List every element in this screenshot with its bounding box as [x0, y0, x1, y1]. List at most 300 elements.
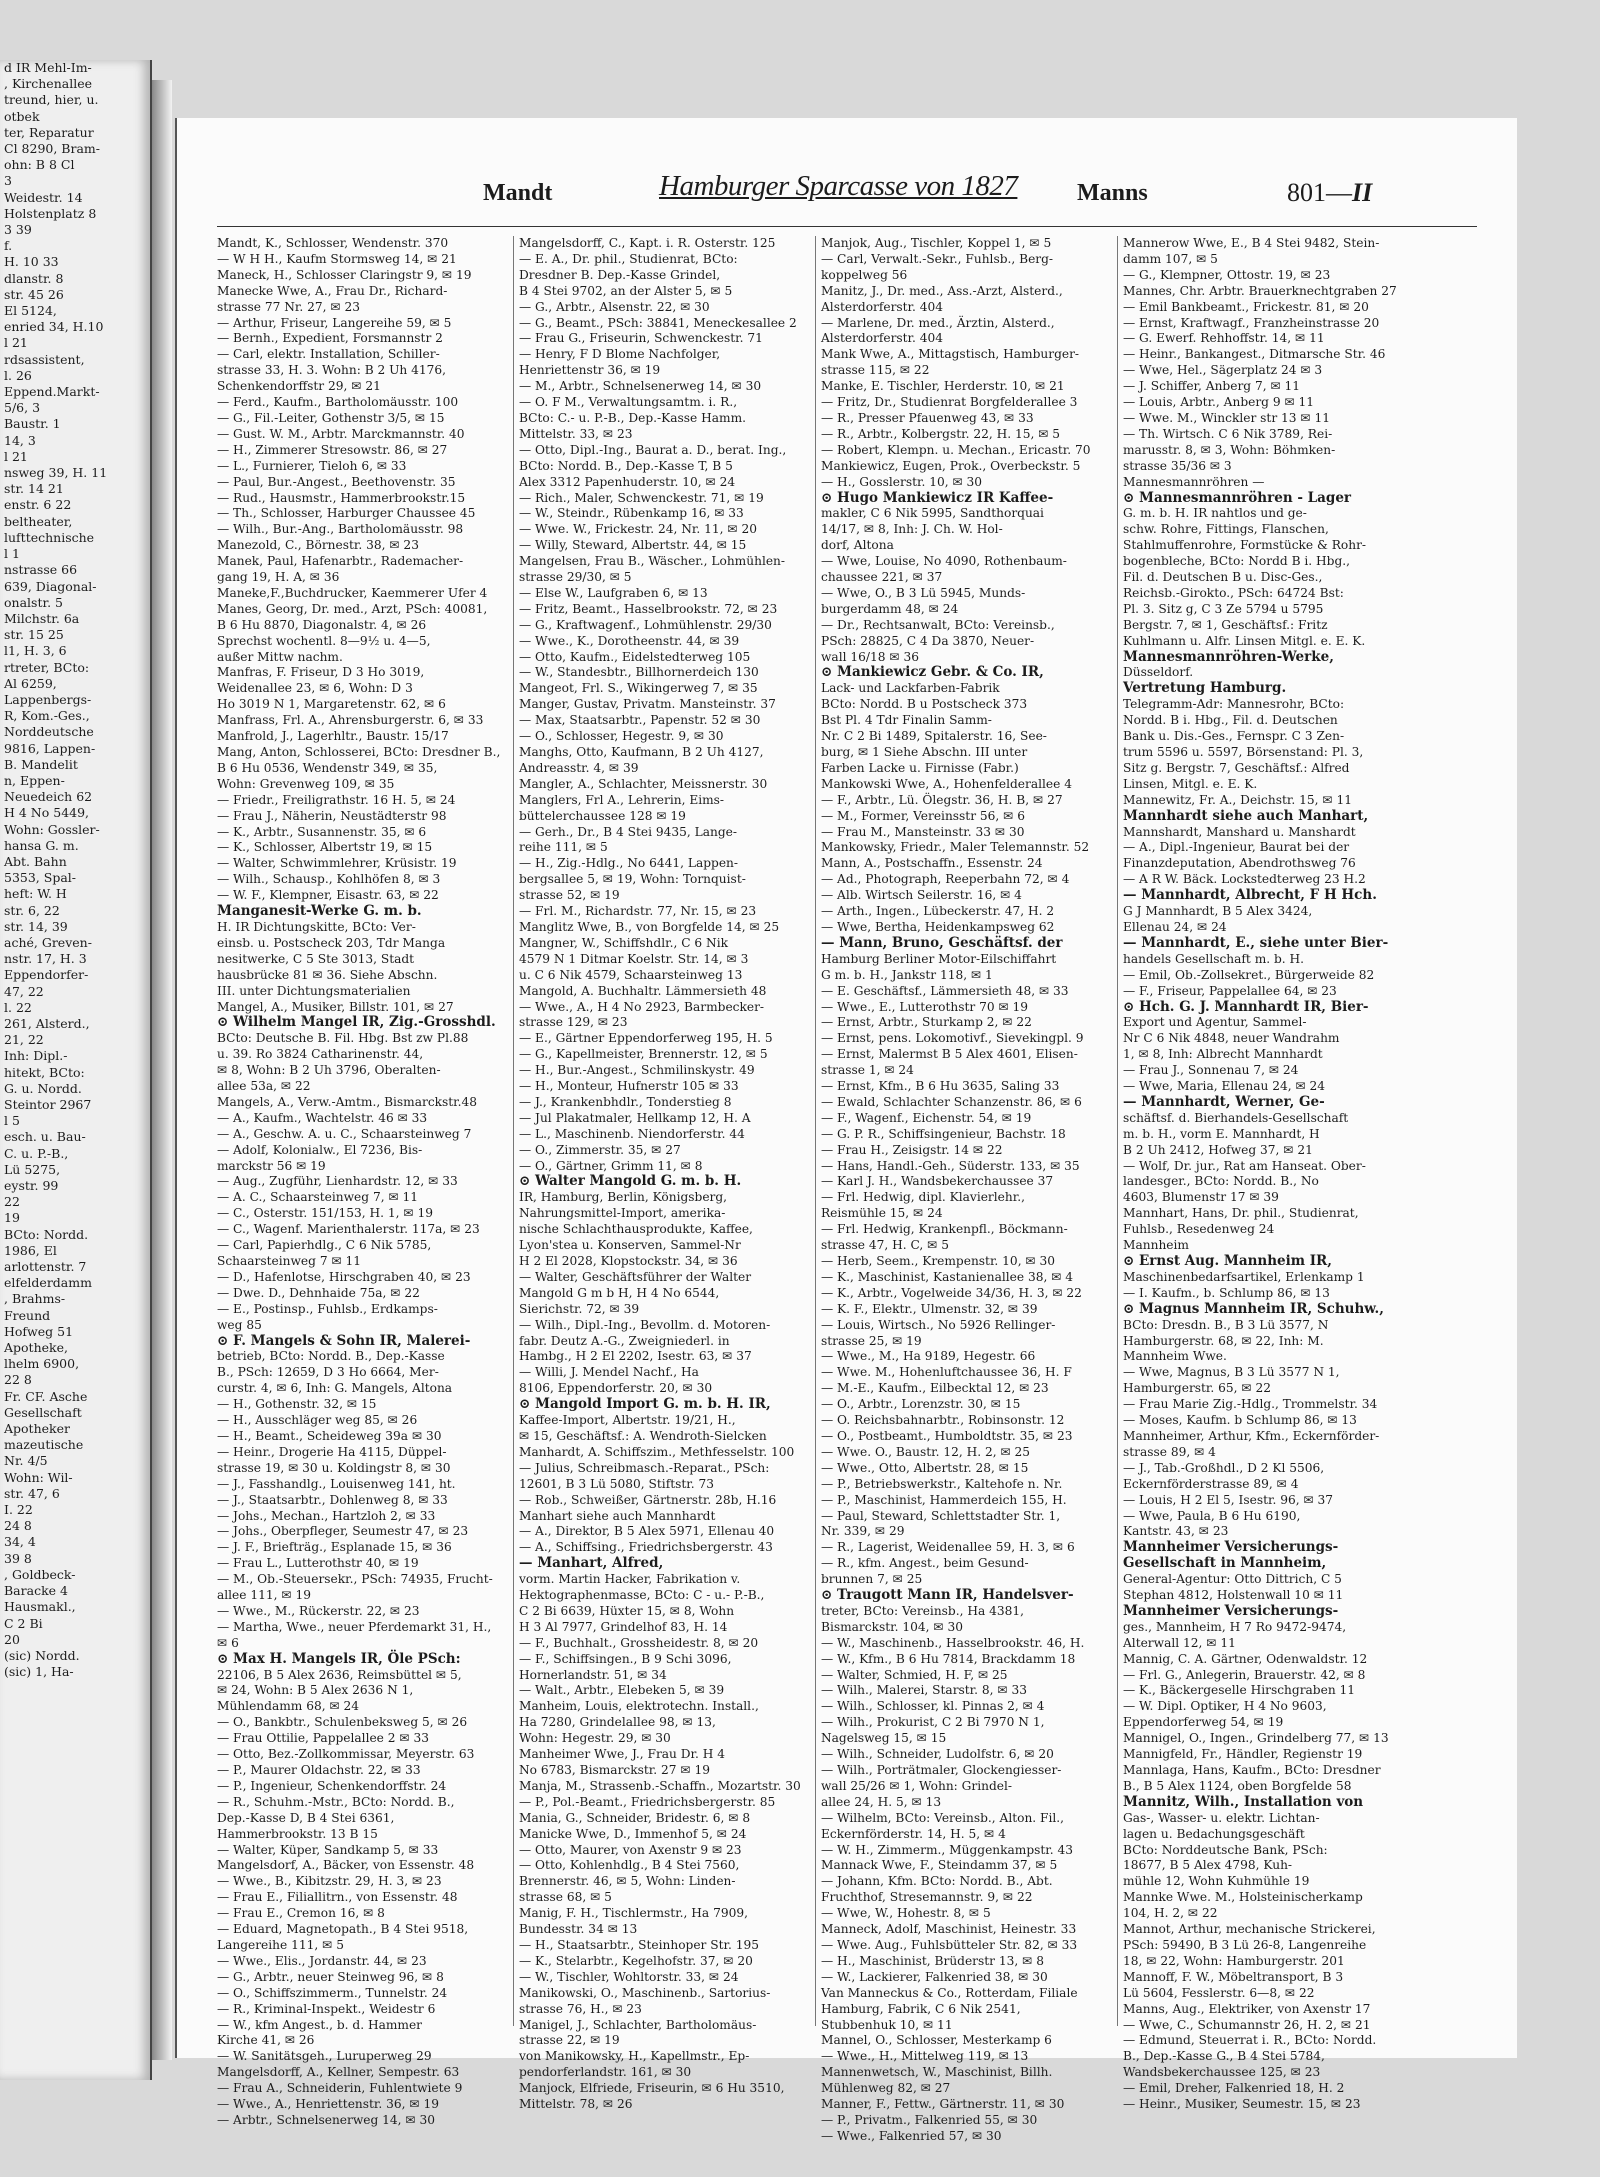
directory-highlight-entry: ⊙ Traugott Mann IR, Handelsver- [821, 1587, 1074, 1604]
directory-entry-line: — Gerh., Dr., B 4 Stei 9435, Lange- [519, 824, 737, 839]
directory-entry-line: Manja, M., Strassenb.-Schaffn., Mozartstr. 30 [519, 1778, 801, 1793]
facing-page-line: , Goldbeck- [4, 1566, 76, 1582]
directory-entry-line: — G. Ewerf. Rehhoffstr. 14, ✉ 11 [1123, 331, 1325, 346]
facing-page-line: 24 8 [4, 1518, 32, 1534]
directory-entry-line: Ha 7280, Grindelallee 98, ✉ 13, [519, 1715, 716, 1730]
directory-entry-line: — K., Maschinist, Kastanienallee 38, ✉ 4 [821, 1269, 1074, 1284]
facing-page-line: n, Eppen- [4, 772, 65, 788]
directory-entry-line: IR, Hamburg, Berlin, Königsberg, [519, 1190, 728, 1205]
facing-page-line: f. [4, 238, 13, 254]
directory-entry-line: — Edmund, Steuerrat i. R., BCto: Nordd. [1123, 2033, 1377, 2048]
directory-entry-line: Manke, E. Tischler, Herderstr. 10, ✉ 21 [821, 379, 1065, 394]
directory-entry-line: — Th. Wirtsch. C 6 Nik 3789, Rei- [1123, 426, 1333, 441]
directory-entry-line: — Heinr., Bankangest., Ditmarsche Str. 46 [1123, 347, 1386, 362]
directory-entry-line: Manger, Gustav, Privatm. Mansteinstr. 37 [519, 697, 776, 712]
directory-entry-line: Mangelsen, Frau B., Wäscher., Lohmühlen- [519, 554, 786, 569]
facing-page-line: 261, Alsterd., [4, 1015, 90, 1031]
directory-column-4 [1123, 236, 1413, 2112]
directory-highlight-entry: ⊙ Max H. Mangels IR, Öle PSch: [217, 1650, 461, 1667]
directory-entry-line: ✉ 24, Wohn: B 5 Alex 2636 N 1, [217, 1683, 414, 1698]
directory-entry-line: Hektographenmasse, BCto: C - u.- P.-B., [519, 1588, 765, 1603]
directory-entry-line: — Wilh., Schausp., Kohlhöfen 8, ✉ 3 [217, 872, 441, 887]
facing-page-line: H. 10 33 [4, 254, 59, 270]
facing-page-line: l. 26 [4, 367, 32, 383]
directory-entry-line: BCto: Nordd. B u Postscheck 373 [821, 697, 1028, 712]
directory-entry-line: — Wolf, Dr. jur., Rat am Hanseat. Ober- [1123, 1158, 1366, 1173]
directory-entry-line: bogenbleche, BCto: Nordd B i. Hbg., [1123, 554, 1351, 569]
directory-entry-line: — Wwe., M., Rückerstr. 22, ✉ 23 [217, 1603, 420, 1618]
directory-entry-line: — M.-E., Kaufm., Eilbecktal 12, ✉ 23 [821, 1381, 1049, 1396]
directory-entry-line: — G., Kraftwagenf., Lohmühlenstr. 29/30 [519, 617, 772, 632]
directory-entry-line: Maneck, H., Schlosser Claringstr 9, ✉ 19 [217, 267, 472, 282]
facing-page-line: Freund [4, 1307, 51, 1323]
directory-entry-line: — M., Former, Vereinsstr 56, ✉ 6 [821, 808, 1026, 823]
facing-page-line: str. 6, 22 [4, 902, 60, 918]
facing-page-line: Eppend.Markt- [4, 384, 100, 400]
directory-entry-line: G J Mannhardt, B 5 Alex 3424, [1123, 904, 1313, 919]
directory-highlight-entry: ⊙ Walter Mangold G. m. b. H. [519, 1173, 742, 1190]
directory-entry-line: C 2 Bi 6639, Hüxter 15, ✉ 8, Wohn [519, 1603, 735, 1618]
directory-entry-line: burg, ✉ 1 Siehe Abschn. III unter [821, 745, 1028, 759]
directory-entry-line: — Frau L., Lutterothstr 40, ✉ 19 [217, 1556, 419, 1571]
directory-entry-line: — Johs., Oberpfleger, Seumestr 47, ✉ 23 [217, 1524, 469, 1539]
directory-entry-line: No 6783, Bismarckstr. 27 ✉ 19 [519, 1763, 710, 1777]
facing-page-line: eystr. 99 [4, 1178, 59, 1194]
directory-entry-line: Mannenwetsch, W., Maschinist, Billh. [821, 2065, 1053, 2080]
directory-entry-line: General-Agentur: Otto Dittrich, C 5 [1123, 1572, 1342, 1587]
directory-entry-line: — W., Lackierer, Falkenried 38, ✉ 30 [821, 1969, 1048, 1984]
directory-entry-line: B., PSch: 12659, D 3 Ho 6664, Mer- [217, 1365, 439, 1380]
directory-entry-line: — E., Postinsp., Fuhlsb., Erdkamps- [217, 1301, 438, 1316]
directory-entry-line: — G., Fil.-Leiter, Gothenstr 3/5, ✉ 15 [217, 410, 445, 425]
directory-entry-line: Mannigel, O., Ingen., Grindelberg 77, ✉ 13 [1123, 1731, 1389, 1746]
directory-entry-line: — Otto, Maurer, von Axenstr 9 ✉ 23 [519, 1842, 742, 1857]
directory-entry-line: strasse 47, H. C, ✉ 5 [821, 1238, 949, 1253]
directory-entry-line: Fil. d. Deutschen B u. Disc-Ges., [1123, 570, 1323, 585]
directory-entry-line: ✉ 8, Wohn: B 2 Uh 3796, Oberalten- [217, 1063, 441, 1078]
directory-entry-line: — Wwe., E., Lutterothstr 70 ✉ 19 [821, 999, 1029, 1014]
facing-page-line: nstrasse 66 [4, 562, 78, 578]
directory-entry-line: Sierichstr. 72, ✉ 39 [519, 1301, 640, 1316]
directory-entry-line: hausbrücke 81 ✉ 36. Siehe Abschn. [217, 967, 438, 982]
directory-entry-line: — Eduard, Magnetopath., B 4 Stei 9518, [217, 1922, 469, 1937]
directory-entry-line: Mangold, A. Buchhaltr. Lämmersieth 48 [519, 983, 767, 998]
directory-entry-line: — Wwe, Magnus, B 3 Lü 3577 N 1, [1123, 1365, 1340, 1380]
facing-page-line: (sic) 1, Ha- [4, 1664, 74, 1680]
directory-entry-line: ✉ 6 [217, 1635, 239, 1650]
directory-entry-line: — W., Maschinenb., Hasselbrookstr. 46, H. [821, 1635, 1085, 1650]
directory-entry-line: büttelerchaussee 128 ✉ 19 [519, 808, 686, 823]
facing-page-line: 34, 4 [4, 1534, 36, 1550]
facing-page-line: Nr. 4/5 [4, 1453, 48, 1469]
directory-entry-line: strasse 77 Nr. 27, ✉ 23 [217, 299, 360, 314]
directory-entry-line: trum 5596 u. 5597, Börsenstand: Pl. 3, [1123, 745, 1364, 759]
directory-entry-line: Manes, Georg, Dr. med., Arzt, PSch: 40081, [217, 601, 488, 616]
facing-page-line: 9816, Lappen- [4, 740, 96, 756]
directory-entry-line: — P., Maschinist, Hammerdeich 155, H. [821, 1492, 1067, 1507]
directory-entry-line: ges., Mannheim, H 7 Ro 9472-9474, [1123, 1619, 1347, 1634]
directory-entry-line: — H., Maschinist, Brüderstr 13, ✉ 8 [821, 1953, 1044, 1968]
directory-entry-line: strasse 35/36 ✉ 3 [1123, 458, 1232, 473]
directory-entry-line: — R., Schuhm.-Mstr., BCto: Nordd. B., [217, 1794, 455, 1809]
directory-entry-line: — Alb. Wirtsch Seilerstr. 16, ✉ 4 [821, 888, 1022, 903]
directory-entry-line: — M., Ob.-Steuersekr., PSch: 74935, Frucht- [217, 1572, 493, 1587]
directory-entry-line: Stephan 4812, Holstenwall 10 ✉ 11 [1123, 1588, 1344, 1603]
facing-page-line: Holstenplatz 8 [4, 205, 97, 221]
facing-page-line: Gesellschaft [4, 1404, 82, 1420]
facing-page-line: C 2 Bi [4, 1615, 43, 1631]
directory-entry-line: — W., Steindr., Rübenkamp 16, ✉ 33 [519, 506, 744, 521]
directory-entry-line: — Arthur, Friseur, Langereihe 59, ✉ 5 [217, 315, 452, 330]
directory-entry-line: Wohn: Hegestr. 29, ✉ 30 [519, 1731, 671, 1746]
directory-entry-line: — E. A., Dr. phil., Studienrat, BCto: [519, 251, 738, 266]
directory-entry-line: strasse 89, ✉ 4 [1123, 1444, 1216, 1459]
facing-page-line: , Brahms- [4, 1291, 66, 1307]
facing-page-line: Al 6259, [4, 675, 57, 691]
directory-entry-line: Maschinenbedarfsartikel, Erlenkamp 1 [1123, 1269, 1365, 1284]
directory-entry-line: — Willy, Steward, Albertstr. 44, ✉ 15 [519, 538, 747, 553]
directory-entry-line: Hamburg, Fabrik, C 6 Nik 2541, [821, 2001, 1021, 2016]
directory-entry-line: — Wilh., Dipl.-Ing., Bevollm. d. Motoren- [519, 1317, 771, 1332]
facing-page-line: str. 45 26 [4, 286, 64, 302]
directory-entry-line: Manheim, Louis, elektrotechn. Install., [519, 1699, 759, 1714]
column-divider [815, 236, 816, 2026]
page-header [177, 170, 1517, 230]
directory-entry-line: Mannheim [1123, 1238, 1189, 1253]
facing-page-line: d IR Mehl-Im- [4, 60, 92, 75]
directory-entry-line: Reichsb.-Girokto., PSch: 64724 Bst: [1123, 585, 1344, 600]
directory-highlight-entry: ⊙ Mankiewicz Gebr. & Co. IR, [821, 664, 1044, 681]
directory-entry-line: Mannesmannröhren — [1123, 474, 1265, 489]
directory-entry-line: Nahrungsmittel-Import, amerika- [519, 1206, 726, 1221]
directory-entry-line: Manhardt, A. Schiffszim., Methfesselstr. 100 [519, 1444, 795, 1459]
directory-entry-line: — O., Schlosser, Hegestr. 9, ✉ 30 [519, 729, 724, 744]
directory-entry-line: Pl. 3. Sitz g, C 3 Ze 5794 u 5795 [1123, 601, 1324, 616]
directory-entry-line: — W., Tischler, Wohltorstr. 33, ✉ 24 [519, 1969, 739, 1984]
directory-entry-line: — H., Ausschläger weg 85, ✉ 26 [217, 1413, 418, 1428]
directory-entry-line: — Wwe. M., Hohenluftchaussee 36, H. F [821, 1365, 1072, 1380]
directory-entry-line: nesitwerke, C 5 Ste 3013, Stadt [217, 951, 415, 966]
directory-entry-line: — W. Dipl. Optiker, H 4 No 9603, [1123, 1699, 1327, 1714]
directory-entry-line: BCto: C.- u. P.-B., Dep.-Kasse Hamm. [519, 410, 747, 425]
directory-entry-line: strasse 22, ✉ 19 [519, 2033, 620, 2048]
directory-entry-line: — W H H., Kaufm Stormsweg 14, ✉ 21 [217, 251, 457, 266]
directory-entry-line: lagen u. Bedachungsgeschäft [1123, 1826, 1305, 1841]
directory-entry-line: Manikowski, O., Maschinenb., Sartorius- [519, 1985, 771, 2000]
directory-entry-line: — F., Buchhalt., Grossheidestr. 8, ✉ 20 [519, 1635, 759, 1650]
facing-page-line: 5/6, 3 [4, 400, 41, 416]
facing-page-fragment [0, 60, 152, 2080]
directory-entry-line: makler, C 6 Nik 5995, Sandthorquai [821, 506, 1044, 521]
directory-entry-line: — K., Arbtr., Susannenstr. 35, ✉ 6 [217, 824, 427, 839]
facing-page-line: Wohn: Wil- [4, 1469, 73, 1485]
directory-entry-line: — P., Pol.-Beamt., Friedrichsbergerstr. 85 [519, 1794, 776, 1809]
directory-entry-line: — Rich., Maler, Schwenckestr. 71, ✉ 19 [519, 490, 764, 505]
directory-entry-line: pendorferlandstr. 161, ✉ 30 [519, 2065, 692, 2080]
directory-highlight-entry: Mannhardt siehe auch Manhart, [1123, 807, 1369, 824]
directory-entry-line: Manhart siehe auch Mannhardt [519, 1508, 716, 1523]
directory-entry-line: betrieb, BCto: Nordd. B., Dep.-Kasse [217, 1349, 445, 1364]
directory-entry-line: Mannhart, Hans, Dr. phil., Studienrat, [1123, 1206, 1359, 1221]
directory-entry-line: — Wwe. W., Frickestr. 24, Nr. 11, ✉ 20 [519, 522, 757, 537]
facing-page-line: Apotheke, [4, 1340, 68, 1356]
directory-entry-line: — Wilhelm, BCto: Vereinsb., Alton. Fil., [821, 1810, 1065, 1825]
directory-entry-line: — Paul, Bur.-Angest., Beethovenstr. 35 [217, 474, 456, 489]
directory-entry-line: — Wwe. Aug., Fuhlsbütteler Str. 82, ✉ 33 [821, 1937, 1078, 1952]
directory-entry-line: curstr. 4, ✉ 6, Inh: G. Mangels, Altona [217, 1381, 453, 1396]
directory-entry-line: Mangner, W., Schiffshdlr., C 6 Nik [519, 935, 728, 950]
facing-page-line: H 4 No 5449, [4, 805, 90, 821]
directory-entry-line: — Fritz, Dr., Studienrat Borgfelderallee 3 [821, 395, 1078, 410]
directory-highlight-entry: ⊙ Ernst Aug. Mannheim IR, [1123, 1253, 1332, 1269]
directory-entry-line: — K., Stelarbtr., Kegelhofstr. 37, ✉ 20 [519, 1953, 753, 1968]
directory-entry-line: — Ad., Photograph, Reeperbahn 72, ✉ 4 [821, 872, 1070, 887]
directory-entry-line: — J., Staatsarbtr., Dohlenweg 8, ✉ 33 [217, 1492, 448, 1507]
directory-entry-line: Schaarsteinweg 7 ✉ 11 [217, 1254, 362, 1268]
directory-entry-line: — Wwe., A., Henriettenstr. 36, ✉ 19 [217, 2097, 439, 2112]
directory-entry-line: 8106, Eppendorferstr. 20, ✉ 30 [519, 1381, 713, 1396]
directory-entry-line: B 6 Hu 0536, Wendenstr 349, ✉ 35, [217, 760, 438, 775]
directory-entry-line: — Walter, Geschäftsführer der Walter [519, 1269, 752, 1284]
directory-entry-line: — Wwe, C., Schumannstr 26, H. 2, ✉ 21 [1123, 2017, 1371, 2032]
directory-entry-line: Nr. 339, ✉ 29 [821, 1524, 905, 1539]
directory-entry-line: — Arth., Ingen., Lübeckerstr. 47, H. 2 [821, 904, 1055, 919]
directory-entry-line: chaussee 221, ✉ 37 [821, 570, 943, 585]
directory-entry-line: — H., Staatsarbtr., Steinhoper Str. 195 [519, 1937, 759, 1952]
directory-entry-line: — J., Krankenbhdlr., Tonderstieg 8 [519, 1094, 732, 1109]
directory-entry-line: Lü 5604, Fesslerstr. 6—8, ✉ 22 [1123, 1985, 1315, 2000]
directory-entry-line: strasse 129, ✉ 23 [519, 1015, 628, 1030]
directory-entry-line: Ho 3019 N 1, Margaretenstr. 62, ✉ 6 [217, 697, 446, 712]
facing-page-line: 1986, El [4, 1242, 57, 1258]
facing-page-line: 47, 22 [4, 983, 44, 999]
directory-entry-line: — R., Kriminal-Inspekt., Weidestr 6 [217, 2001, 436, 2016]
facing-page-line: 19 [4, 1210, 20, 1226]
facing-page-line: elfelderdamm [4, 1275, 92, 1291]
directory-entry-line: Mankowsky, Friedr., Maler Telemannstr. 52 [821, 840, 1090, 855]
directory-entry-line: — Frl. M., Richardstr. 77, Nr. 15, ✉ 23 [519, 904, 757, 919]
facing-page-line: rdsassistent, [4, 351, 85, 367]
directory-entry-line: Van Manneckus & Co., Rotterdam, Filiale [821, 1985, 1078, 2000]
facing-page-line: Cl 8290, Bram- [4, 141, 100, 157]
directory-entry-line: Hamburgerstr. 68, ✉ 22, Inh: M. [1123, 1333, 1324, 1348]
directory-entry-line: — Frau J., Näherin, Neustädterstr 98 [217, 808, 447, 823]
directory-entry-line: — A R W. Bäck. Lockstedterweg 23 H.2 [1123, 872, 1366, 887]
directory-entry-line: — H., Beamt., Scheideweg 39a ✉ 30 [217, 1428, 442, 1443]
header-logo: Hamburger Sparcasse von 1827 [659, 170, 1018, 202]
column-divider [513, 236, 514, 2026]
directory-entry-line: — R., Presser Pfauenweg 43, ✉ 33 [821, 410, 1034, 425]
directory-entry-line: Nordd. B i. Hbg., Fil. d. Deutschen [1123, 713, 1338, 728]
directory-entry-line: Mannack Wwe, F., Steindamm 37, ✉ 5 [821, 1858, 1058, 1873]
facing-page-line: Inh: Dipl.- [4, 1048, 68, 1064]
facing-page-line: ohn: B 8 Cl [4, 157, 75, 173]
directory-entry-line: Nr C 6 Nik 4848, neuer Wandrahm [1123, 1031, 1340, 1046]
directory-entry-line: — Wilh., Bur.-Ang., Bartholomäusstr. 98 [217, 522, 464, 537]
directory-entry-line: — P., Privatm., Falkenried 55, ✉ 30 [821, 2112, 1038, 2127]
directory-entry-line: — Ernst, Arbtr., Sturkamp 2, ✉ 22 [821, 1015, 1032, 1030]
facing-page-line: El 5124, [4, 303, 57, 319]
directory-entry-line: 104, H. 2, ✉ 22 [1123, 1906, 1218, 1921]
facing-page-line: BCto: Nordd. [4, 1226, 89, 1242]
directory-entry-line: Alsterdorferstr. 404 [821, 299, 944, 314]
directory-entry-line: — Wwe., B., Kibitzstr. 29, H. 3, ✉ 23 [217, 1874, 442, 1889]
directory-entry-line: Manezold, C., Börnestr. 38, ✉ 23 [217, 538, 419, 553]
directory-entry-line: — Johann, Kfm. BCto: Nordd. B., Abt. [821, 1874, 1053, 1889]
directory-entry-line: — A., Direktor, B 5 Alex 5971, Ellenau 40 [519, 1524, 775, 1539]
directory-entry-line: Manghs, Otto, Kaufmann, B 2 Uh 4127, [519, 745, 764, 759]
directory-entry-line: — Emil, Ob.-Zollsekret., Bürgerweide 82 [1123, 967, 1375, 982]
directory-entry-line: — W. H., Zimmerm., Müggenkampstr. 43 [821, 1842, 1074, 1857]
directory-entry-line: fabr. Deutz A.-G., Zweigniederl. in [519, 1333, 730, 1348]
facing-page-line: Neuedeich 62 [4, 789, 93, 805]
directory-entry-line: — E. Geschäftsf., Lämmersieth 48, ✉ 33 [821, 983, 1069, 998]
facing-page-line: B. Mandelit [4, 756, 78, 772]
directory-entry-line: — G., Kapellmeister, Brennerstr. 12, ✉ 5 [519, 1047, 768, 1062]
directory-entry-line: — Wilh., Schlosser, kl. Pinnas 2, ✉ 4 [821, 1699, 1045, 1714]
directory-entry-line: Manigel, J., Schlachter, Bartholomäus- [519, 2017, 757, 2032]
facing-page-line: onalstr. 5 [4, 594, 63, 610]
directory-column-1 [217, 236, 507, 2127]
directory-highlight-entry: Mannheimer Versicherungs- [1123, 1539, 1339, 1556]
directory-highlight-entry: Mannesmannröhren-Werke, [1123, 648, 1334, 665]
directory-entry-line: Manfrass, Frl. A., Ahrensburgerstr. 6, ✉ 33 [217, 713, 484, 728]
directory-entry-line: — Wilh., Schneider, Ludolfstr. 6, ✉ 20 [821, 1747, 1054, 1762]
facing-page-line: R, Kom.-Ges., [4, 708, 90, 724]
directory-entry-line: — Wwe., Otto, Albertstr. 28, ✉ 15 [821, 1460, 1029, 1475]
directory-entry-line: Mannoff, F. W., Möbeltransport, B 3 [1123, 1969, 1344, 1984]
directory-entry-line: — Louis, H 2 El 5, Isestr. 96, ✉ 37 [1123, 1492, 1334, 1507]
directory-entry-line: Manek, Paul, Hafenarbtr., Rademacher- [217, 554, 464, 569]
directory-entry-line: — Frau M., Mansteinstr. 33 ✉ 30 [821, 824, 1025, 839]
directory-entry-line: — D., Hafenlotse, Hirschgraben 40, ✉ 23 [217, 1269, 471, 1284]
directory-entry-line: Henriettenstr 36, ✉ 19 [519, 363, 661, 378]
directory-entry-line: — Louis, Wirtsch., No 5926 Rellinger- [821, 1317, 1056, 1332]
directory-entry-line: — Willi, J. Mendel Nachf., Ha [519, 1365, 699, 1380]
directory-entry-line: Alex 3312 Papenhuderstr. 10, ✉ 24 [519, 474, 736, 489]
directory-entry-line: Reismühle 15, ✉ 24 [821, 1206, 943, 1221]
directory-entry-line: Wohn: Grevenweg 109, ✉ 35 [217, 776, 395, 791]
directory-entry-line: — J., Tab.-Großhdl., D 2 Kl 5506, [1123, 1460, 1325, 1475]
header-rule [217, 226, 1477, 227]
facing-page-line: heft: W. H [4, 886, 67, 902]
facing-page-line: 20 [4, 1631, 20, 1647]
directory-entry-line: — P., Maurer Oldachstr. 22, ✉ 33 [217, 1763, 421, 1777]
directory-page [175, 118, 1517, 2143]
facing-page-line: Lappenbergs- [4, 691, 92, 707]
directory-entry-line: B 2 Uh 2412, Hofweg 37, ✉ 21 [1123, 1142, 1313, 1157]
directory-entry-line: — Wwe. M., Winckler str 13 ✉ 11 [1123, 410, 1330, 425]
facing-page-line: Hausmakl., [4, 1599, 76, 1615]
directory-entry-line: — Wwe, O., B 3 Lü 5945, Munds- [821, 585, 1026, 600]
directory-entry-line: — Johs., Mechan., Hartzloh 2, ✉ 33 [217, 1508, 436, 1523]
directory-entry-line: B., B 5 Alex 1124, oben Borgfelde 58 [1123, 1778, 1352, 1793]
directory-entry-line: brunnen 7, ✉ 25 [821, 1572, 923, 1587]
directory-entry-line: — O., Gärtner, Grimm 11, ✉ 8 [519, 1158, 703, 1173]
directory-entry-line: von Manikowsky, H., Kapellmstr., Ep- [519, 2049, 750, 2064]
directory-entry-line: Mangelsdorf, A., Bäcker, von Essenstr. 48 [217, 1858, 475, 1873]
directory-entry-line: Mangelsdorff, A., Kellner, Sempestr. 63 [217, 2065, 460, 2080]
directory-entry-line: — Wwe, Hel., Sägerplatz 24 ✉ 3 [1123, 363, 1323, 378]
directory-entry-line: — Carl, Papierhdlg., C 6 Nik 5785, [217, 1238, 432, 1253]
directory-entry-line: Linsen, Mitgl. e. E. K. [1123, 776, 1258, 791]
directory-entry-line: Hambg., H 2 El 2202, Isestr. 63, ✉ 37 [519, 1349, 752, 1364]
directory-entry-line: Eckernförderstrasse 89, ✉ 4 [1123, 1476, 1299, 1491]
directory-entry-line: 22106, B 5 Alex 2636, Reimsbüttel ✉ 5, [217, 1667, 462, 1682]
directory-entry-line: — Marlene, Dr. med., Ärztin, Alsterd., [821, 315, 1055, 330]
directory-entry-line: Sitz g. Bergstr. 7, Geschäftsf.: Alfred [1123, 760, 1350, 775]
directory-entry-line: 18677, B 5 Alex 4798, Kuh- [1123, 1858, 1293, 1873]
directory-entry-line: — A., Schiffsing., Friedrichsbergerstr. 43 [519, 1540, 773, 1555]
directory-entry-line: — Fritz, Beamt., Hasselbrookstr. 72, ✉ 23 [519, 601, 778, 616]
directory-entry-line: — O., Zimmerstr. 35, ✉ 27 [519, 1142, 681, 1157]
directory-entry-line: — Henry, F D Blome Nachfolger, [519, 347, 721, 362]
directory-entry-line: — K. F., Elektr., Ulmenstr. 32, ✉ 39 [821, 1301, 1038, 1316]
directory-entry-line: — K., Bäckergeselle Hirschgraben 11 [1123, 1683, 1356, 1698]
directory-entry-line: — Frau G., Friseurin, Schwenckestr. 71 [519, 331, 763, 346]
directory-entry-line: Mannshardt, Manshard u. Manshardt [1123, 824, 1356, 839]
directory-entry-line: marusstr. 8, ✉ 3, Wohn: Böhmken- [1123, 442, 1336, 457]
directory-entry-line: G. m. b. H. IR nahtlos und ge- [1123, 506, 1307, 521]
directory-entry-line: — Julius, Schreibmasch.-Reparat., PSch: [519, 1460, 770, 1475]
directory-entry-line: — Frau H., Zeisigstr. 14 ✉ 22 [821, 1142, 1003, 1157]
directory-entry-line: — J. Schiffer, Anberg 7, ✉ 11 [1123, 379, 1301, 394]
directory-entry-line: Mannheim Wwe. [1123, 1349, 1227, 1364]
directory-entry-line: — H., Gosslerstr. 10, ✉ 30 [821, 474, 983, 489]
directory-entry-line: Mannig, C. A. Gärtner, Odenwaldstr. 12 [1123, 1651, 1368, 1666]
facing-page-line: ter, Reparatur [4, 124, 94, 140]
directory-entry-line: — Carl, elektr. Installation, Schiller- [217, 347, 440, 362]
directory-entry-line: — Louis, Arbtr., Anberg 9 ✉ 11 [1123, 395, 1315, 410]
directory-entry-line: H 3 Al 7977, Grindelhof 83, H. 14 [519, 1619, 728, 1634]
directory-entry-line: handels Gesellschaft m. b. H. [1123, 951, 1305, 966]
directory-entry-line: Manfrold, J., Lagerhltr., Baustr. 15/17 [217, 729, 449, 744]
directory-entry-line: Kirche 41, ✉ 26 [217, 2033, 315, 2048]
directory-entry-line: — R., kfm. Angest., beim Gesund- [821, 1556, 1029, 1571]
directory-entry-line: — Martha, Wwe., neuer Pferdemarkt 31, H., [217, 1619, 492, 1634]
directory-entry-line: — W., Standesbtr., Billhornerdeich 130 [519, 665, 759, 680]
directory-entry-line: — H., Zig.-Hdlg., No 6441, Lappen- [519, 856, 739, 871]
facing-page-line: aché, Greven- [4, 934, 92, 950]
directory-entry-line: Manner, F., Fettw., Gärtnerstr. 11, ✉ 30 [821, 2097, 1065, 2112]
facing-page-line: hitekt, BCto: [4, 1064, 85, 1080]
directory-entry-line: — G., Arbtr., neuer Steinweg 96, ✉ 8 [217, 1969, 444, 1984]
directory-highlight-entry: ⊙ Hch. G. J. Mannhardt IR, Bier- [1123, 998, 1369, 1015]
directory-entry-line: — G., Arbtr., Alsenstr. 22, ✉ 30 [519, 299, 710, 314]
directory-entry-line: Mangold G m b H, H 4 No 6544, [519, 1285, 720, 1300]
directory-entry-line: — Karl J. H., Wandsbekerchaussee 37 [821, 1174, 1054, 1189]
directory-highlight-entry: — Mann, Bruno, Geschäftsf. der [821, 934, 1063, 951]
directory-entry-line: Alterwall 12, ✉ 11 [1123, 1635, 1236, 1650]
directory-entry-line: — G. P. R., Schiffsingenieur, Bachstr. 18 [821, 1126, 1066, 1141]
directory-entry-line: Andreasstr. 4, ✉ 39 [519, 760, 639, 775]
directory-entry-line: Farben Lacke u. Firnisse (Fabr.) [821, 760, 1019, 775]
facing-page-line: , Kirchenallee [4, 76, 93, 92]
directory-entry-line: Eckernförderstr. 14, H. 5, ✉ 4 [821, 1826, 1006, 1841]
directory-column-3 [821, 236, 1111, 2143]
directory-entry-line: Manns, Aug., Elektriker, von Axenstr 17 [1123, 2001, 1371, 2016]
directory-entry-line: strasse 68, ✉ 5 [519, 1890, 612, 1905]
directory-highlight-entry: — Mannhardt, E., siehe unter Bier- [1123, 934, 1389, 951]
directory-entry-line: — Gust. W. M., Arbtr. Marckmannstr. 40 [217, 426, 465, 441]
directory-entry-line: — M., Arbtr., Schnelsenerweg 14, ✉ 30 [519, 379, 762, 394]
directory-entry-line: vorm. Martin Hacker, Fabrikation v. [519, 1572, 741, 1587]
directory-entry-line: Manjok, Aug., Tischler, Koppel 1, ✉ 5 [821, 236, 1052, 250]
directory-entry-line: weg 85 [217, 1317, 262, 1332]
directory-entry-line: Mannlaga, Hans, Kaufm., BCto: Dresdner [1123, 1763, 1381, 1777]
directory-entry-line: — L., Maschinenb. Niendorferstr. 44 [519, 1126, 745, 1141]
directory-entry-line: — O., Arbtr., Lorenzstr. 30, ✉ 15 [821, 1397, 1021, 1412]
